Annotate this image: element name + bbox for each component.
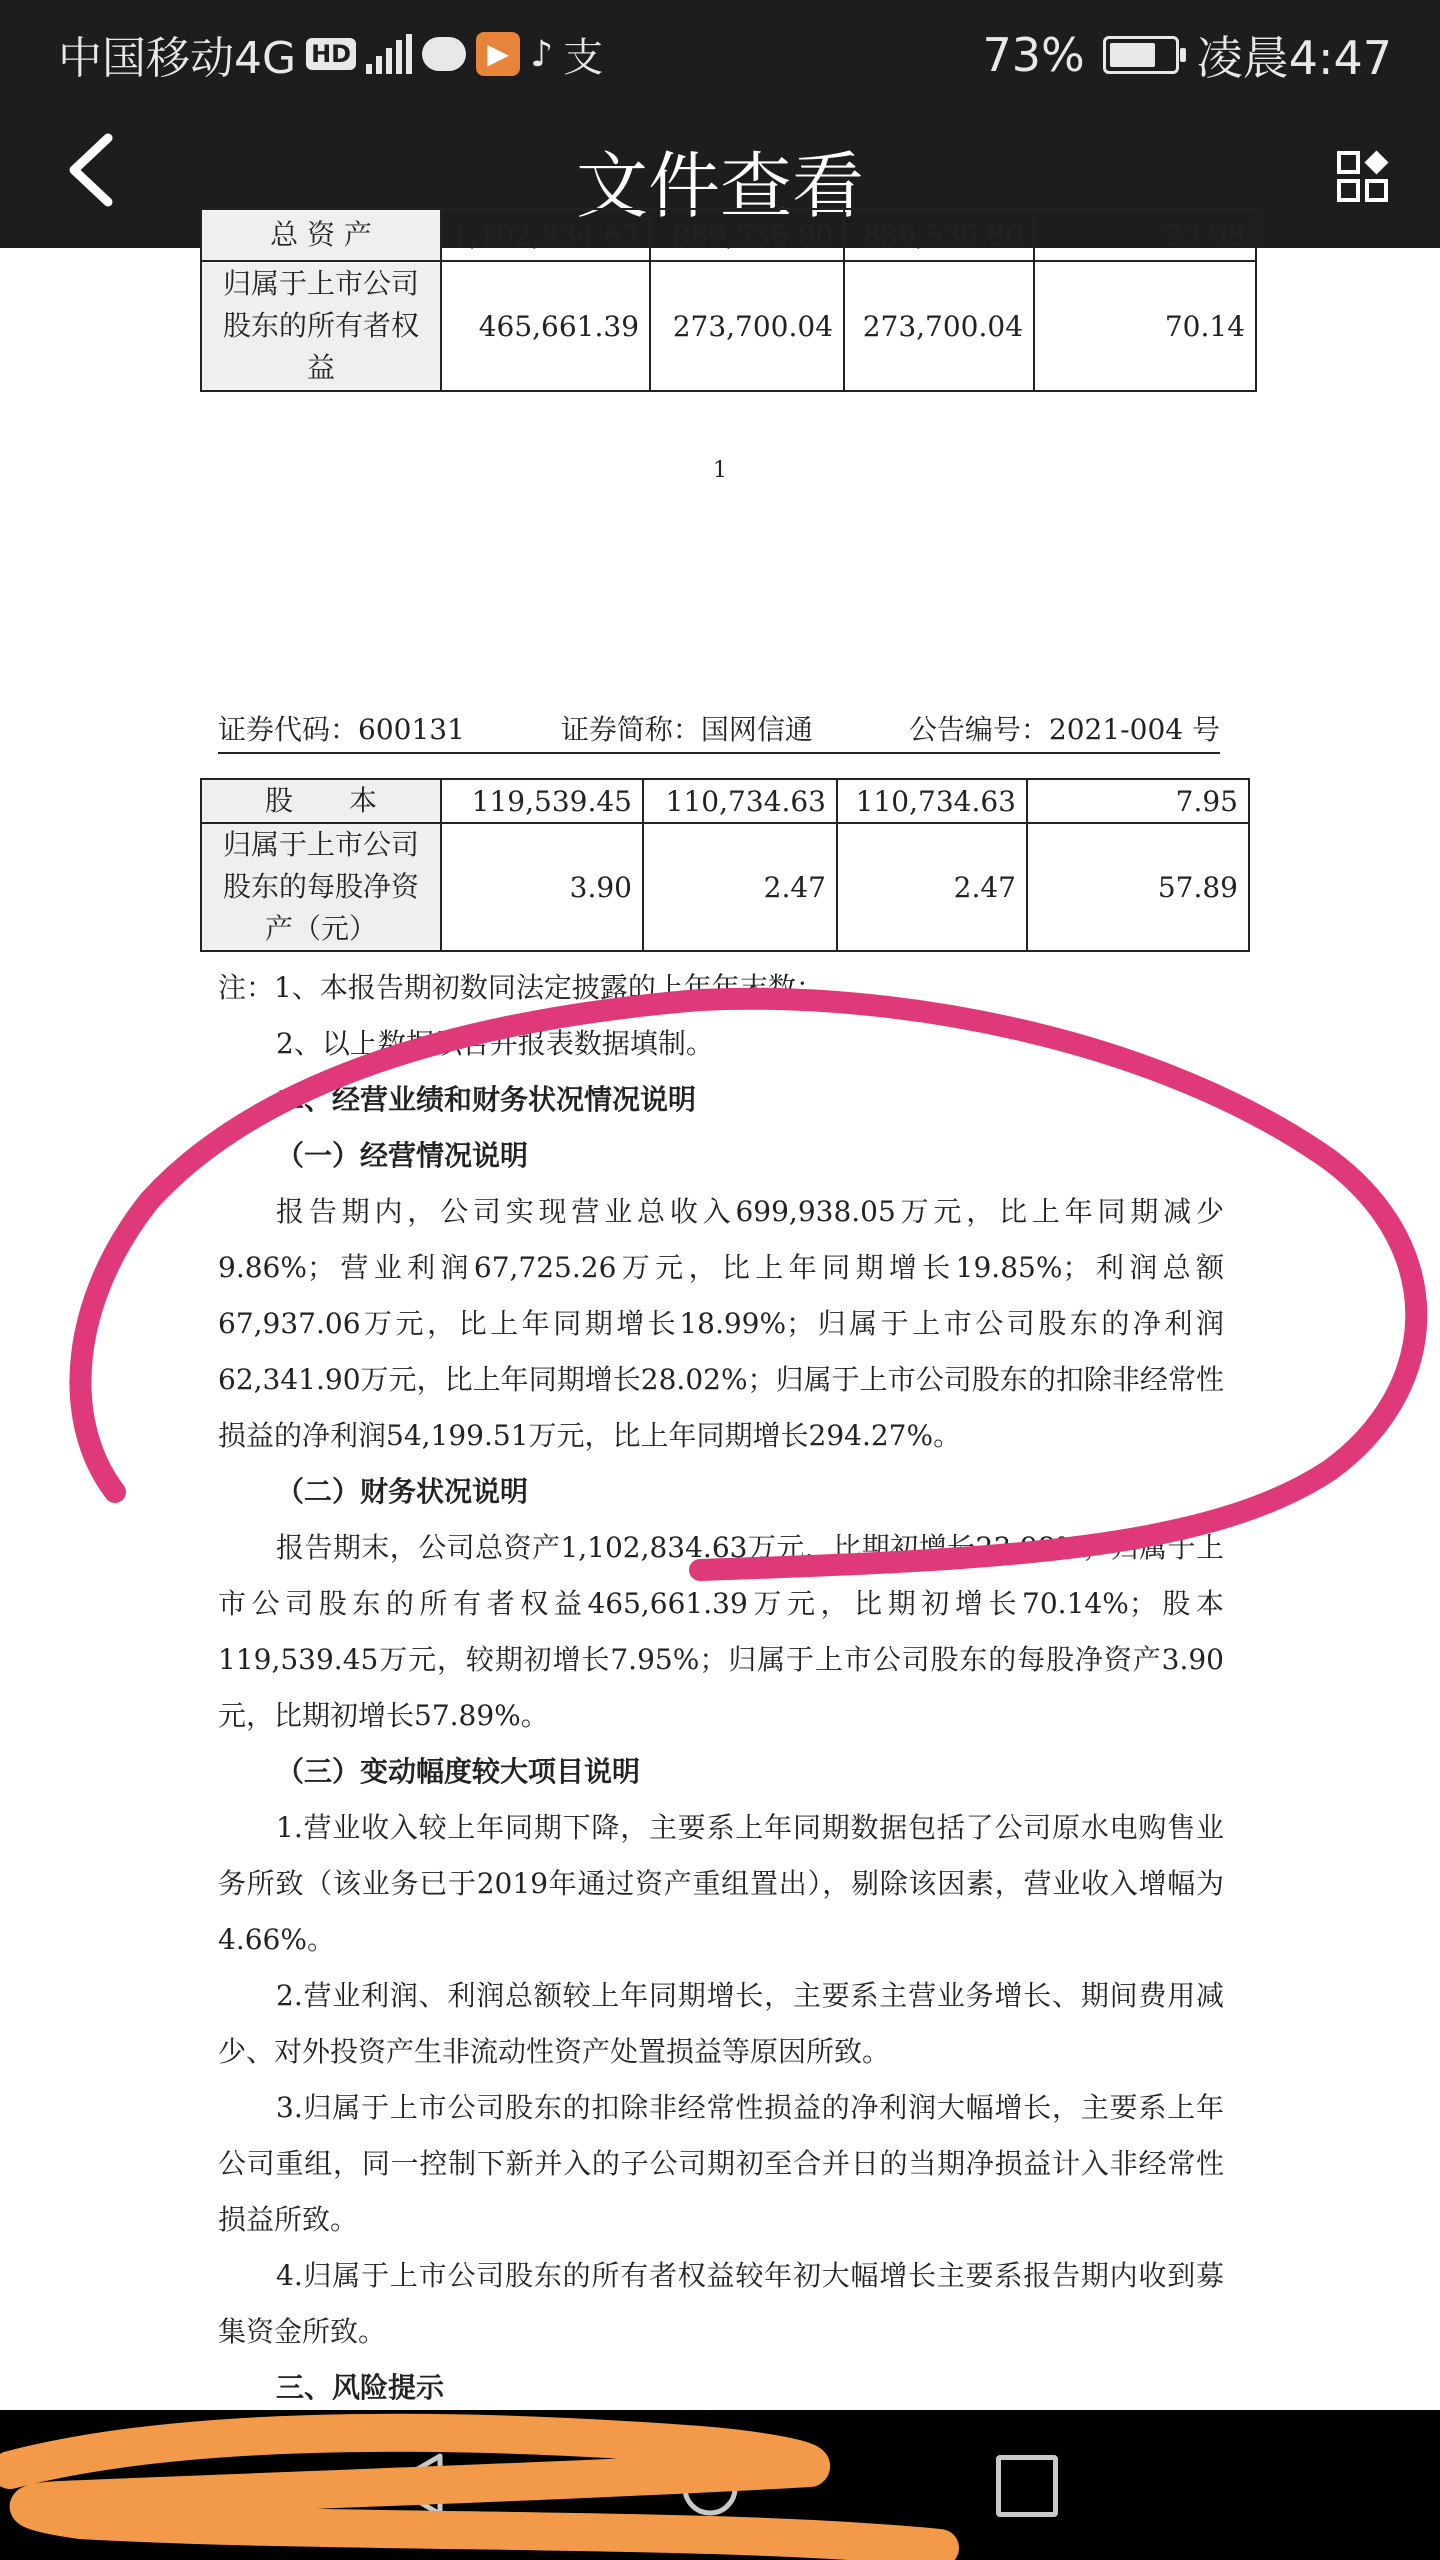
notice-number: 公告编号：2021-004 号: [908, 713, 1220, 746]
table-cell: 总 资 产: [201, 209, 441, 261]
page-number: 1: [713, 458, 727, 483]
stock-name: 证券简称：国网信通: [560, 713, 813, 746]
table-cell: 23.98: [1034, 209, 1256, 261]
doc-header: [218, 708, 1220, 754]
battery-icon: [1103, 36, 1179, 74]
financial-table-top: [200, 208, 1257, 392]
battery-fill: [1110, 43, 1155, 67]
page-title: 文件查看: [575, 144, 864, 228]
grid-icon: [1336, 150, 1390, 204]
subheading-financial: （二）财务状况说明: [276, 1475, 529, 1508]
note-2: 2、以上数据以合并报表数据填制。: [276, 1027, 714, 1060]
list-item: 3.归属于上市公司股东的扣除非经常性损益的净利润大幅增长，主要系上年公司重组，同一控制下新并入的子公司期初至合并日的当期净损益计入非经常性损益所致。: [218, 2091, 1224, 2236]
video-app-icon: ▶: [476, 32, 520, 76]
table-cell: 57.89: [1027, 823, 1249, 951]
status-bar: [0, 0, 1440, 100]
table-cell: 归属于上市公司股东的每股净资产（元）: [201, 823, 441, 951]
table-cell: 273,700.04: [844, 261, 1034, 391]
table-cell: 股 本: [201, 779, 441, 823]
alipay-icon: 支: [563, 34, 604, 81]
list-item: 4.归属于上市公司股东的所有者权益较年初大幅增长主要系报告期内收到募集资金所致。: [218, 2259, 1224, 2348]
table-row: [201, 779, 1249, 823]
table-cell: 465,661.39: [441, 261, 650, 391]
list-item: 1.营业收入较上年同期下降，主要系上年同期数据包括了公司原水电购售业务所致（该业务已于2019年通过资产重组置出），剔除该因素，营业收入增幅为4.66%。: [218, 1811, 1224, 1956]
table-cell: 3.90: [441, 823, 643, 951]
table-cell: 889,536.80: [844, 209, 1034, 261]
status-left: [58, 22, 603, 86]
clock: 凌晨4:47: [1196, 31, 1392, 85]
hd-icon: HD: [306, 38, 356, 70]
table-row: [201, 823, 1249, 951]
table-cell: 70.14: [1034, 261, 1256, 391]
battery-percent: 73%: [982, 28, 1085, 82]
nav-recents-button[interactable]: [996, 2455, 1058, 2517]
table-cell: 110,734.63: [837, 779, 1027, 823]
table-cell: 119,539.45: [441, 779, 643, 823]
paragraph-financial: 报告期末，公司总资产1,102,834.63万元，比期初增长23.98%；归属于上市公司股东的所有者权益465,661.39万元，比期初增长70.14%；股本119,539.45万元，较期初增长7.95%；归属于上市公司股东的每股净资产3.90元，比期初增长57.89%。: [218, 1531, 1224, 1732]
stock-code: 证券代码：600131: [218, 713, 465, 746]
carrier-label: 中国移动4G: [58, 33, 297, 84]
table-cell: 273,700.04: [650, 261, 844, 391]
table-cell: 归属于上市公司股东的所有者权益: [201, 261, 441, 391]
table-row: [201, 261, 1256, 391]
nav-home-button[interactable]: [680, 2458, 740, 2522]
list-item: 2.营业利润、利润总额较上年同期增长，主要系主营业务增长、期间费用减少、对外投资产生非流动性资产处置损益等原因所致。: [218, 1979, 1224, 2068]
menu-button[interactable]: [1336, 150, 1390, 204]
paragraph-operations: 报告期内，公司实现营业总收入699,938.05万元，比上年同期减少9.86%；营业利润67,725.26万元，比上年同期增长19.85%；利润总额67,937.06万元，比上年同期增长18.99%；归属于上市公司股东的净利润62,341.90万元，比上年同期增长28.02%；归属于上市公司股东的扣除非经常性损益的净利润54,199.51万元，比上年同期增长294.27%。: [218, 1195, 1224, 1452]
table-cell: 2.47: [837, 823, 1027, 951]
table-cell: 110,734.63: [643, 779, 837, 823]
signal-icon: [366, 34, 412, 74]
subheading-changes: （三）变动幅度较大项目说明: [276, 1755, 641, 1788]
table-cell: 1,102,834.63: [441, 209, 650, 261]
table-cell: 2.47: [643, 823, 837, 951]
triangle-back-icon: [380, 2450, 450, 2520]
document-viewer[interactable]: [0, 218, 1440, 2410]
nav-back-button[interactable]: [380, 2450, 450, 2524]
note-1: 注：1、本报告期初数同法定披露的上年年末数；: [218, 971, 824, 1004]
subheading-operations: （一）经营情况说明: [276, 1139, 529, 1172]
section-heading-3: 三、风险提示: [276, 2371, 445, 2404]
financial-table-bottom: [200, 778, 1250, 952]
status-right: [982, 22, 1392, 88]
tiktok-icon: ♪: [530, 33, 554, 75]
section-heading-2: 二、经营业绩和财务状况情况说明: [276, 1083, 697, 1116]
table-cell: 889,536.80: [650, 209, 844, 261]
message-icon: [422, 37, 466, 71]
table-cell: 7.95: [1027, 779, 1249, 823]
circle-home-icon: [680, 2458, 740, 2518]
table-row: [201, 209, 1256, 261]
navigation-bar: [0, 2410, 1440, 2560]
